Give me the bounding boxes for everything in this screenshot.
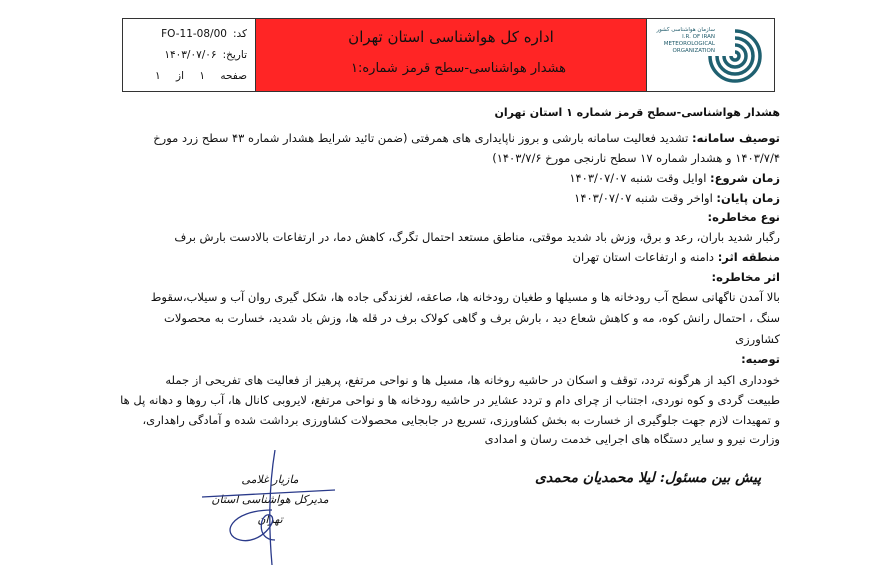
area-label: منطقه اثر:	[717, 250, 780, 264]
code-label: کد:	[232, 27, 247, 40]
director-name: مازیار غلامی	[241, 473, 299, 486]
affected-area	[573, 250, 780, 264]
advice-line-3: و تمهیدات لازم جهت جلوگیری از خسارت به بخش کشاورزی، تسریع در جابجایی محصولات کشاورزی برداشت شده و آمادگی راهداری،	[142, 413, 780, 427]
advice-line-1: خودداری اکید از هرگونه تردد، توقف و اسکان در حاشیه روخانه ها، مسیل ها و نواحی مرتفع، پرهیز از فعالیت های تفریحی از جمله	[165, 373, 780, 387]
area-value: دامنه و ارتفاعات استان تهران	[572, 250, 715, 264]
effect-label: اثر مخاطره:	[711, 270, 780, 284]
director-title: مدیرکل هواشناسی استان تهران	[211, 493, 329, 526]
signature-scribble-icon	[200, 450, 340, 570]
page-current: ۱	[199, 70, 206, 83]
description-text: تشدید فعالیت سامانه بارشی و بروز ناپایداری های همرفتی (ضمن تائید شرایط هشدار شماره ۴۳ سطح زرد مورخ	[153, 131, 689, 145]
logo-spiral-icon	[706, 27, 764, 85]
advice-line-4: وزارت نیرو و سایر دستگاه های اجرایی خدمت رسان و امدادی	[484, 432, 780, 446]
forecaster-signature: پیش بین مسئول: لیلا محمدیان محمدی	[535, 470, 762, 486]
date-value: ۱۴۰۳/۰۷/۰۶	[164, 48, 217, 61]
effect-line-1: بالا آمدن ناگهانی سطح آب رودخانه ها و مسیلها و طغیان رودخانه ها، صاعقه، لغزندگی جاده ها، شکل گیری روان آب و سیلاب،سقوط	[150, 290, 780, 304]
start-value: اوایل وقت شنبه ۱۴۰۳/۰۷/۰۷	[569, 171, 707, 185]
document-header	[122, 18, 775, 92]
form-meta	[123, 19, 256, 91]
date-label: تاریخ:	[222, 48, 247, 61]
page-label: صفحه	[220, 70, 247, 83]
organization-title: اداره کل هواشناسی استان تهران	[348, 28, 554, 46]
code-value: FO-11-08/00	[161, 27, 227, 40]
page-of: از	[176, 70, 185, 83]
alert-heading: هشدار هواشناسی-سطح قرمز شماره ۱ استان تهران	[494, 106, 780, 119]
description-line-2: ۱۴۰۳/۷/۴ و هشدار شماره ۱۷ سطح نارنجی مورخ ۱۴۰۳/۷/۶)	[492, 151, 780, 165]
start-label: زمان شروع:	[710, 171, 780, 185]
alert-banner	[256, 19, 647, 91]
advice-line-2: طبیعت گردی و کوه نوردی، اجتناب از چرای دام و تردد عشایر در حاشیه رودخانه ها و نواحی مرتفع، لایروبی کانال ها، آب روها و دهانه پل ها	[120, 393, 780, 407]
alert-number: شماره:۱	[351, 61, 398, 76]
start-time	[569, 171, 780, 185]
advice-label: توصیه:	[741, 352, 780, 366]
director-signature	[210, 470, 330, 530]
description-line-1	[153, 131, 780, 145]
meteorological-logo	[647, 19, 774, 91]
description-label: توصیف سامانه:	[692, 131, 780, 145]
end-time	[574, 191, 780, 205]
effect-line-3: کشاورزی	[735, 332, 780, 346]
hazard-label: نوع مخاطره:	[707, 210, 780, 224]
effect-line-2: سنگ ، احتمال رانش کوه، مه و کاهش شعاع دید ، بارش برف و گاهی کولاک برف در قله ها، وزش باد شدید، خسارت به محصولات	[164, 311, 780, 325]
end-value: اواخر وقت شنبه ۱۴۰۳/۰۷/۰۷	[574, 191, 713, 205]
hazard-value: رگبار شدید باران، رعد و برق، وزش باد شدید موقتی، مناطق مستعد احتمال تگرگ، کاهش دما، در ارتفاعات بالادست بارش برف	[174, 230, 780, 244]
page-total: ۱	[155, 70, 161, 83]
end-label: زمان پایان:	[716, 191, 780, 205]
alert-subtitle: هشدار هواشناسی-سطح قرمز	[402, 61, 566, 76]
logo-text: سازمان هواشناسی کشور I.R. OF IRAN METEOROLOGICAL ORGANIZATION	[656, 27, 715, 54]
